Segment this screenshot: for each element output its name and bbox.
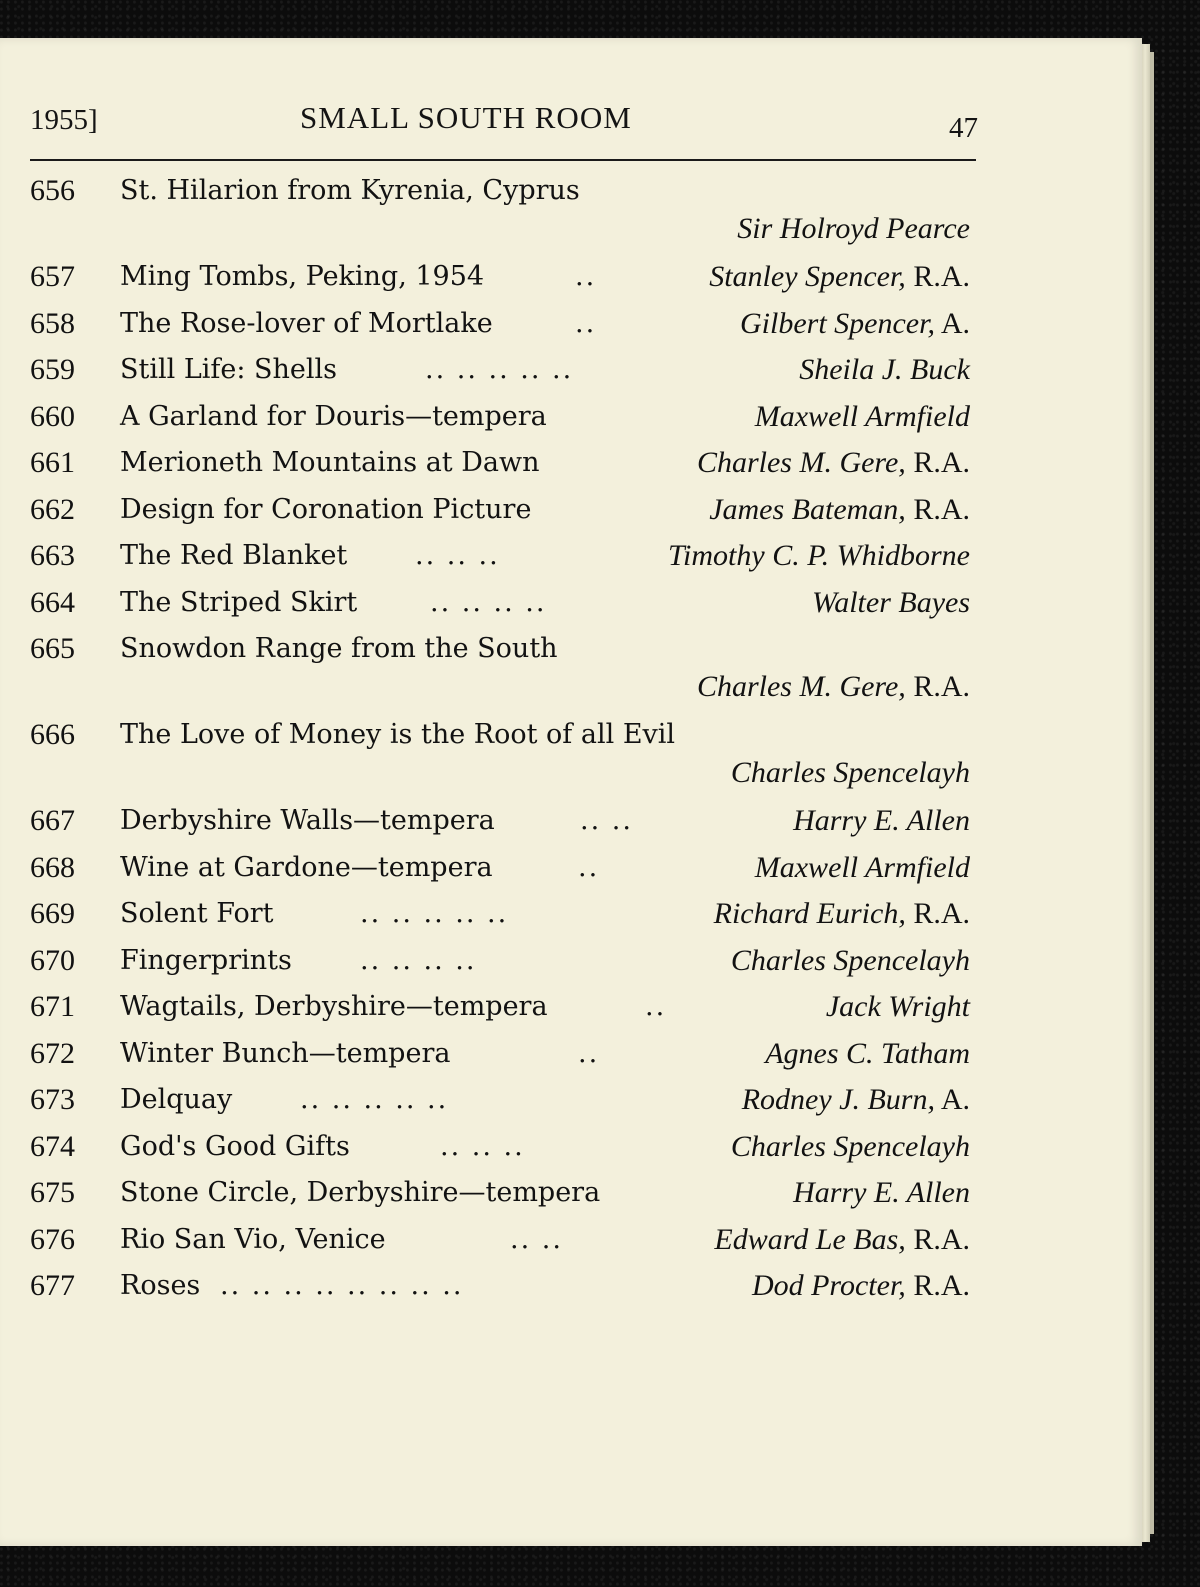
artist-name: Charles M. Gere, bbox=[696, 670, 906, 703]
entry-title: Snowdon Range from the South bbox=[120, 633, 558, 664]
entry-number: 675 bbox=[30, 1176, 75, 1209]
entry-artist bbox=[755, 394, 970, 441]
entry-title: Solent Fort bbox=[120, 898, 274, 929]
entry-artist bbox=[714, 1217, 970, 1264]
artist-name: Harry E. Allen bbox=[793, 804, 970, 837]
artist-suffix: R.A. bbox=[913, 670, 970, 703]
entry-number: 659 bbox=[30, 353, 75, 386]
artist-name: Charles Spencelayh bbox=[730, 756, 970, 789]
entry-number: 656 bbox=[30, 174, 75, 207]
catalogue-entry-664 bbox=[30, 580, 980, 627]
entry-title: Winter Bunch—tempera bbox=[120, 1037, 451, 1069]
entry-title: The Love of Money is the Root of all Evil bbox=[120, 719, 676, 750]
leader-dots: .. .. .. .. .. bbox=[360, 898, 509, 929]
leader-dots: .. bbox=[645, 991, 667, 1022]
artist-name: Gilbert Spencer, bbox=[740, 306, 935, 340]
catalogue-entry-657 bbox=[30, 254, 980, 301]
artist-name: James Bateman, bbox=[709, 492, 906, 526]
entry-title: St. Hilarion from Kyrenia, Cyprus bbox=[120, 175, 580, 206]
catalogue-entry-675 bbox=[30, 1170, 980, 1217]
entry-title: God's Good Gifts bbox=[120, 1130, 350, 1162]
entry-title: The Red Blanket bbox=[120, 540, 348, 571]
catalogue-entry-660 bbox=[30, 394, 980, 441]
entry-artist bbox=[742, 1077, 970, 1124]
entry-number: 666 bbox=[30, 718, 75, 751]
entry-number: 671 bbox=[30, 990, 75, 1023]
entry-number: 660 bbox=[30, 399, 75, 433]
header-title: SMALL SOUTH ROOM bbox=[300, 100, 632, 135]
artist-name: Sir Holroyd Pearce bbox=[737, 212, 970, 245]
catalogue-entry-665 bbox=[30, 626, 980, 712]
entry-number: 667 bbox=[30, 804, 75, 837]
entry-artist bbox=[731, 750, 970, 797]
entry-number: 676 bbox=[30, 1222, 75, 1256]
catalogue-entry-677 bbox=[30, 1263, 980, 1310]
artist-suffix: A. bbox=[940, 1083, 970, 1116]
artist-suffix: R.A. bbox=[913, 446, 970, 479]
catalogue-entry-656 bbox=[30, 168, 980, 254]
artist-name: Walter Bayes bbox=[811, 585, 970, 619]
entry-artist bbox=[731, 1124, 970, 1171]
entry-title: Wine at Gardone—tempera bbox=[120, 851, 493, 883]
artist-name: Sheila J. Buck bbox=[799, 353, 970, 386]
artist-suffix: R.A. bbox=[913, 492, 970, 526]
catalogue-entry-674 bbox=[30, 1124, 980, 1171]
entry-number: 662 bbox=[30, 492, 75, 526]
entry-number: 673 bbox=[30, 1083, 75, 1116]
artist-name: Charles M. Gere, bbox=[696, 446, 906, 479]
catalogue-entry-659 bbox=[30, 347, 980, 394]
catalogue-entry-661 bbox=[30, 440, 980, 487]
catalogue-entry-667 bbox=[30, 798, 980, 845]
entry-artist bbox=[731, 938, 970, 985]
entry-title: A Garland for Douris—tempera bbox=[120, 400, 547, 432]
entry-artist bbox=[737, 206, 970, 253]
entry-artist bbox=[697, 664, 970, 711]
artist-name: Dod Procter, bbox=[751, 1269, 906, 1302]
entry-title: Fingerprints bbox=[120, 944, 292, 976]
leader-dots: .. .. .. bbox=[415, 540, 500, 571]
catalogue-entry-670 bbox=[30, 938, 980, 985]
artist-name: Harry E. Allen bbox=[793, 1176, 970, 1209]
leader-dots: .. bbox=[575, 261, 597, 292]
leader-dots: .. .. .. .. bbox=[360, 944, 477, 976]
leader-dots: .. bbox=[578, 851, 600, 883]
entry-artist bbox=[793, 798, 970, 845]
entry-number: 670 bbox=[30, 943, 75, 977]
entry-number: 658 bbox=[30, 306, 75, 340]
entry-number: 677 bbox=[30, 1269, 75, 1302]
entry-artist bbox=[697, 440, 970, 487]
catalogue-entry-668 bbox=[30, 845, 980, 892]
entry-title: The Rose-lover of Mortlake bbox=[120, 307, 493, 339]
catalogue-entry-676 bbox=[30, 1217, 980, 1264]
entry-title: Roses bbox=[120, 1270, 201, 1301]
artist-suffix: R.A. bbox=[913, 897, 970, 930]
page-number: 47 bbox=[949, 112, 978, 144]
entry-artist bbox=[826, 984, 970, 1031]
entry-artist bbox=[740, 301, 970, 348]
running-header bbox=[30, 96, 978, 146]
entry-artist bbox=[812, 580, 970, 627]
entry-artist bbox=[799, 347, 970, 394]
entry-artist bbox=[752, 1263, 970, 1310]
artist-name: Jack Wright bbox=[825, 990, 970, 1023]
catalogue-entry-658 bbox=[30, 301, 980, 348]
header-year: 1955] bbox=[30, 104, 98, 136]
entry-number: 674 bbox=[30, 1129, 75, 1163]
artist-suffix: R.A. bbox=[913, 1222, 970, 1256]
entry-artist bbox=[714, 891, 970, 938]
entry-title: Stone Circle, Derbyshire—tempera bbox=[120, 1177, 601, 1208]
artist-name: Maxwell Armfield bbox=[754, 399, 970, 433]
entry-artist bbox=[793, 1170, 970, 1217]
entry-artist bbox=[709, 254, 970, 301]
entry-artist bbox=[709, 487, 970, 534]
entry-artist bbox=[755, 845, 970, 892]
entry-number: 668 bbox=[30, 850, 75, 884]
leader-dots: .. .. bbox=[510, 1223, 563, 1255]
artist-name: Stanley Spencer, bbox=[709, 260, 906, 293]
catalogue-entry-671 bbox=[30, 984, 980, 1031]
entry-title: Wagtails, Derbyshire—tempera bbox=[120, 991, 548, 1022]
artist-suffix: R.A. bbox=[913, 260, 970, 293]
leader-dots: .. bbox=[578, 1037, 600, 1069]
page-edge bbox=[1142, 44, 1150, 1542]
entry-title: Delquay bbox=[120, 1084, 233, 1115]
artist-name: Agnes C. Tatham bbox=[765, 1036, 970, 1070]
catalogue-entry-669 bbox=[30, 891, 980, 938]
artist-name: Timothy C. P. Whidborne bbox=[668, 539, 970, 572]
page-edge-shadow bbox=[1150, 52, 1154, 1534]
leader-dots: .. .. .. .. bbox=[430, 586, 547, 618]
entry-number: 657 bbox=[30, 260, 75, 293]
entry-number: 669 bbox=[30, 897, 75, 930]
artist-name: Edward Le Bas, bbox=[714, 1222, 906, 1256]
entry-title: Still Life: Shells bbox=[120, 354, 338, 385]
entry-artist bbox=[668, 533, 970, 580]
entry-title: The Striped Skirt bbox=[120, 586, 358, 618]
artist-suffix: A. bbox=[940, 306, 970, 340]
entry-number: 663 bbox=[30, 539, 75, 572]
entry-artist bbox=[765, 1031, 970, 1078]
entry-number: 664 bbox=[30, 585, 75, 619]
leader-dots: .. .. bbox=[580, 805, 633, 836]
entry-number: 661 bbox=[30, 446, 75, 479]
artist-name: Charles Spencelayh bbox=[730, 943, 970, 977]
leader-dots: .. .. .. .. .. bbox=[300, 1084, 449, 1115]
catalogue-entry-673 bbox=[30, 1077, 980, 1124]
artist-name: Charles Spencelayh bbox=[730, 1129, 970, 1163]
entry-title: Derbyshire Walls—tempera bbox=[120, 805, 495, 836]
leader-dots: .. .. .. .. .. .. .. .. bbox=[220, 1270, 464, 1301]
artist-name: Maxwell Armfield bbox=[754, 850, 970, 884]
artist-name: Rodney J. Burn, bbox=[741, 1083, 935, 1116]
artist-name: Richard Eurich, bbox=[713, 897, 906, 930]
entry-number: 672 bbox=[30, 1036, 75, 1070]
catalogue-entries bbox=[30, 168, 980, 1310]
leader-dots: .. .. .. bbox=[440, 1130, 525, 1162]
catalogue-entry-663 bbox=[30, 533, 980, 580]
leader-dots: .. .. .. .. .. bbox=[425, 354, 574, 385]
entry-title: Rio San Vio, Venice bbox=[120, 1223, 386, 1255]
leader-dots: .. bbox=[575, 307, 597, 339]
entry-title: Merioneth Mountains at Dawn bbox=[120, 447, 540, 478]
catalogue-entry-672 bbox=[30, 1031, 980, 1078]
entry-title: Design for Coronation Picture bbox=[120, 493, 532, 525]
artist-suffix: R.A. bbox=[913, 1269, 970, 1302]
catalogue-entry-666 bbox=[30, 712, 980, 798]
header-rule bbox=[30, 159, 976, 161]
entry-title: Ming Tombs, Peking, 1954 bbox=[120, 261, 485, 292]
entry-number: 665 bbox=[30, 632, 75, 665]
catalogue-entry-662 bbox=[30, 487, 980, 534]
